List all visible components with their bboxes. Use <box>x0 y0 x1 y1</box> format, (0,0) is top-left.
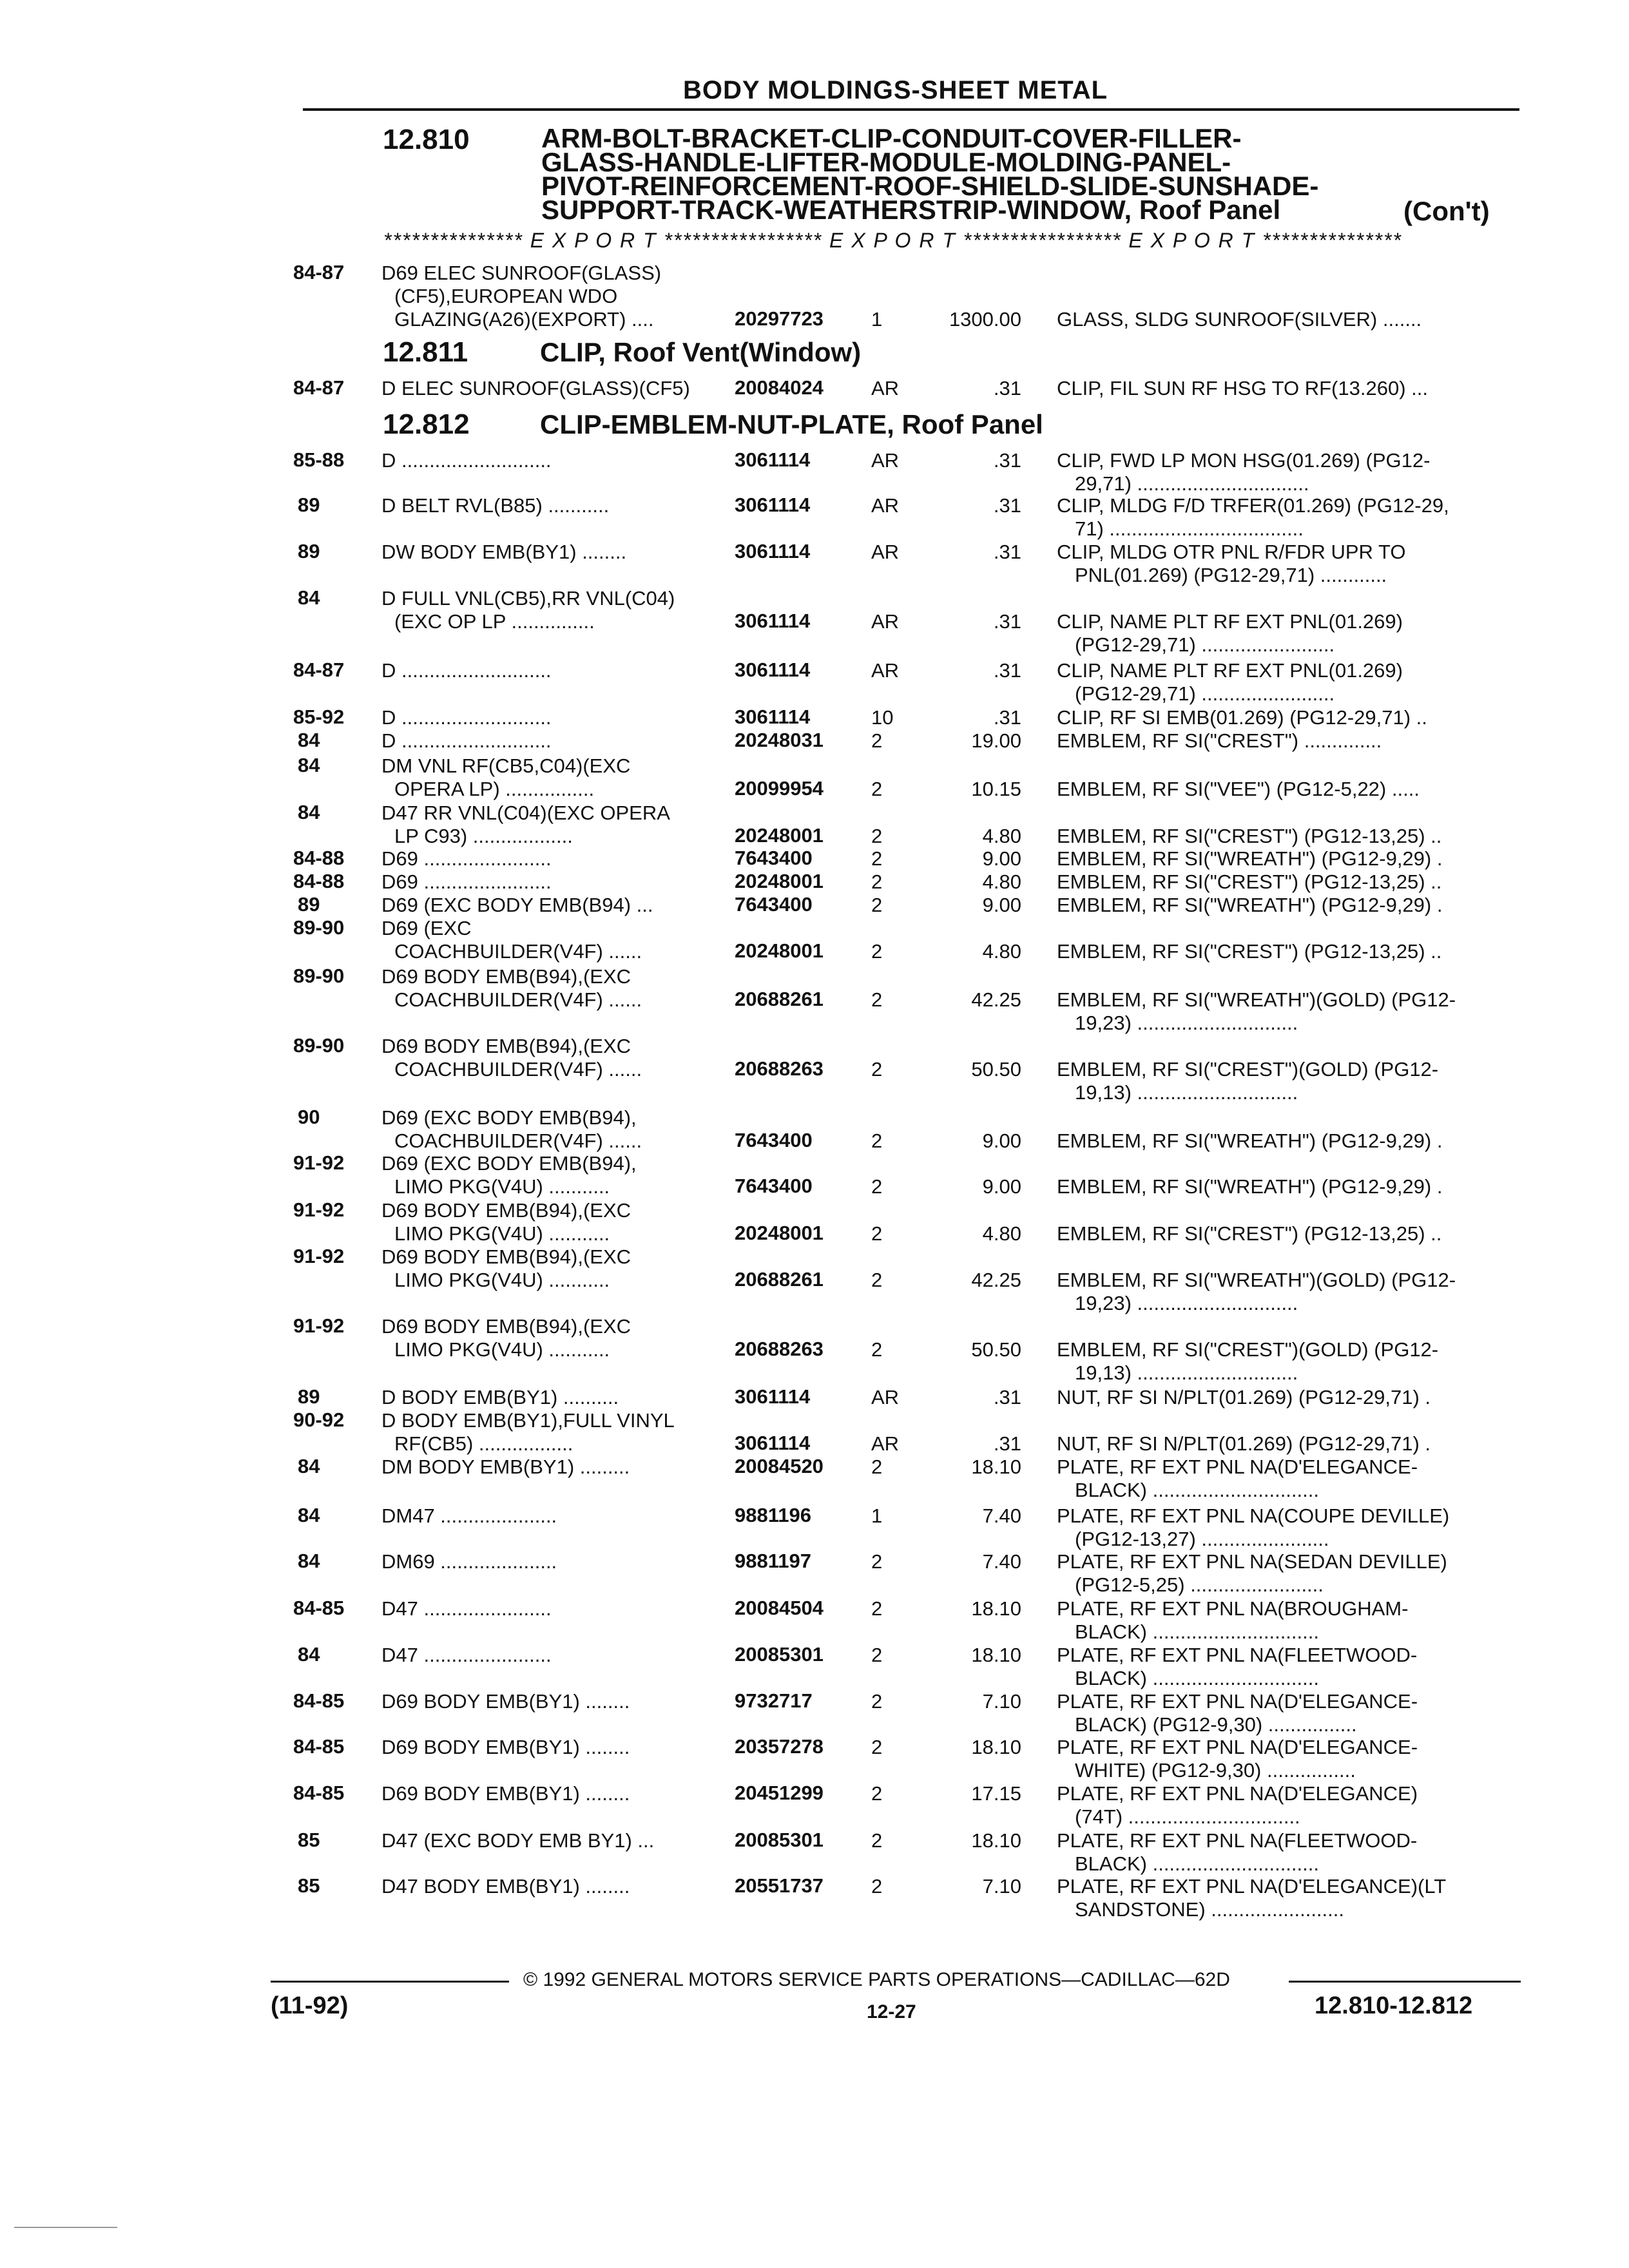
row-application: D BODY EMB(BY1),FULL VINYL <box>381 1409 675 1432</box>
row-part-number: 3061114 <box>735 658 811 681</box>
scan-mark-bottom-left <box>14 2227 117 2228</box>
row-application: D69 (EXC BODY EMB(B94), <box>381 1106 637 1129</box>
row-application: D47 ....................... <box>381 1597 552 1620</box>
row-price: .31 <box>993 1432 1021 1455</box>
row-application: D ........................... <box>381 659 552 682</box>
row-description: (PG12-29,71) ........................ <box>1075 682 1335 705</box>
row-quantity: 2 <box>871 1875 883 1898</box>
row-description: PLATE, RF EXT PNL NA(SEDAN DEVILLE) <box>1057 1550 1447 1573</box>
row-quantity: AR <box>871 449 900 472</box>
row-application: D ........................... <box>381 449 552 472</box>
row-quantity: 2 <box>871 1058 883 1081</box>
row-application: D69 ELEC SUNROOF(GLASS) <box>381 262 662 284</box>
row-price: .31 <box>993 377 1021 399</box>
row-quantity: 2 <box>871 778 883 800</box>
section-number-12-811: 12.811 <box>383 336 468 368</box>
row-part-number: 20248001 <box>735 824 824 847</box>
row-description: 19,13) ............................. <box>1075 1081 1298 1104</box>
row-quantity: 2 <box>871 1456 883 1478</box>
section-title-12-811: CLIP, Roof Vent(Window) <box>540 337 862 367</box>
row-application: D69 BODY EMB(B94),(EXC <box>381 1035 631 1057</box>
row-description: PNL(01.269) (PG12-29,71) ............ <box>1075 564 1387 586</box>
row-application: D69 BODY EMB(BY1) ........ <box>381 1690 630 1713</box>
row-year: 84-85 <box>293 1782 345 1804</box>
row-year: 84 <box>298 801 320 823</box>
row-quantity: AR <box>871 1432 900 1455</box>
row-year: 84 <box>298 586 320 609</box>
row-application: COACHBUILDER(V4F) ...... <box>394 1129 642 1152</box>
row-quantity: 2 <box>871 1736 883 1758</box>
row-quantity: 2 <box>871 1782 883 1805</box>
section-number-12-812: 12.812 <box>383 408 470 440</box>
row-description: (PG12-13,27) ....................... <box>1075 1528 1329 1550</box>
row-application: DW BODY EMB(BY1) ........ <box>381 541 627 563</box>
row-part-number: 20084520 <box>735 1455 824 1477</box>
row-description: EMBLEM, RF SI("CREST") (PG12-13,25) .. <box>1057 940 1442 963</box>
row-part-number: 20248031 <box>735 729 824 751</box>
row-quantity: AR <box>871 494 900 517</box>
row-description: CLIP, NAME PLT RF EXT PNL(01.269) <box>1057 659 1403 682</box>
row-description: EMBLEM, RF SI("VEE") (PG12-5,22) ..... <box>1057 778 1420 800</box>
row-quantity: 2 <box>871 940 883 963</box>
row-description: PLATE, RF EXT PNL NA(D'ELEGANCE) <box>1057 1782 1418 1805</box>
row-part-number: 7643400 <box>735 1129 813 1151</box>
row-description: CLIP, MLDG F/D TRFER(01.269) (PG12-29, <box>1057 494 1449 517</box>
row-part-number: 3061114 <box>735 1432 811 1454</box>
row-quantity: 2 <box>871 847 883 870</box>
row-description: PLATE, RF EXT PNL NA(FLEETWOOD- <box>1057 1644 1418 1666</box>
row-part-number: 20688261 <box>735 1268 824 1291</box>
row-price: 18.10 <box>971 1456 1021 1478</box>
row-application: D69 BODY EMB(BY1) ........ <box>381 1782 630 1805</box>
row-quantity: 2 <box>871 1175 883 1198</box>
row-part-number: 3061114 <box>735 540 811 562</box>
row-year: 91-92 <box>293 1245 345 1267</box>
row-quantity: 1 <box>871 308 883 331</box>
row-quantity: 2 <box>871 1644 883 1666</box>
row-price: 7.10 <box>982 1690 1021 1713</box>
row-year: 89-90 <box>293 965 345 987</box>
row-price: 18.10 <box>971 1736 1021 1758</box>
footer-date: (11-92) <box>271 1992 349 2019</box>
row-quantity: AR <box>871 541 900 563</box>
row-price: 42.25 <box>971 988 1021 1011</box>
section-title-12-810-line4: SUPPORT-TRACK-WEATHERSTRIP-WINDOW, Roof Panel <box>541 195 1281 225</box>
row-description: BLACK) .............................. <box>1075 1667 1319 1689</box>
row-application: LIMO PKG(V4U) ........... <box>394 1175 610 1198</box>
row-part-number: 20688263 <box>735 1057 824 1080</box>
row-description: 19,13) ............................. <box>1075 1361 1298 1384</box>
row-price: 42.25 <box>971 1269 1021 1291</box>
row-part-number: 3061114 <box>735 448 811 471</box>
row-description: PLATE, RF EXT PNL NA(COUPE DEVILLE) <box>1057 1504 1450 1527</box>
row-application: DM BODY EMB(BY1) ......... <box>381 1456 630 1478</box>
row-price: 18.10 <box>971 1829 1021 1852</box>
row-year: 84 <box>298 1455 320 1477</box>
row-price: 7.40 <box>982 1550 1021 1573</box>
row-description: PLATE, RF EXT PNL NA(FLEETWOOD- <box>1057 1829 1418 1852</box>
row-part-number: 20551737 <box>735 1874 824 1897</box>
page-header-title: BODY MOLDINGS-SHEET METAL <box>683 76 1108 104</box>
row-part-number: 20085301 <box>735 1829 824 1851</box>
row-part-number: 20688263 <box>735 1338 824 1360</box>
row-year: 90 <box>298 1106 320 1128</box>
row-part-number: 20248001 <box>735 939 824 962</box>
row-application: GLAZING(A26)(EXPORT) .... <box>394 308 654 331</box>
row-year: 84-88 <box>293 870 345 892</box>
row-application: D ELEC SUNROOF(GLASS)(CF5) <box>381 377 690 399</box>
row-quantity: 2 <box>871 988 883 1011</box>
row-description: 29,71) ............................... <box>1075 472 1309 495</box>
row-price: 10.15 <box>971 778 1021 800</box>
row-year: 84 <box>298 1504 320 1526</box>
row-quantity: 2 <box>871 1129 883 1152</box>
row-description: EMBLEM, RF SI("WREATH") (PG12-9,29) . <box>1057 847 1443 870</box>
row-price: 9.00 <box>982 1129 1021 1152</box>
footer-page-number: 12-27 <box>867 2001 916 2023</box>
row-year: 89-90 <box>293 1034 345 1057</box>
section-title-12-810-line3: PIVOT-REINFORCEMENT-ROOF-SHIELD-SLIDE-SUNSHADE- <box>541 171 1319 201</box>
row-description: EMBLEM, RF SI("WREATH") (PG12-9,29) . <box>1057 1129 1443 1152</box>
row-part-number: 3061114 <box>735 706 811 728</box>
row-year: 91-92 <box>293 1151 345 1174</box>
row-year: 90-92 <box>293 1408 345 1431</box>
section-continued-label: (Con't) <box>1403 196 1490 226</box>
row-price: 7.40 <box>982 1504 1021 1527</box>
row-quantity: 2 <box>871 1690 883 1713</box>
row-price: 4.80 <box>982 825 1021 847</box>
row-description: BLACK) .............................. <box>1075 1479 1319 1501</box>
row-description: EMBLEM, RF SI("CREST")(GOLD) (PG12- <box>1057 1338 1439 1361</box>
row-year: 89 <box>298 893 320 916</box>
row-price: 4.80 <box>982 870 1021 893</box>
row-year: 84 <box>298 1550 320 1572</box>
row-year: 89 <box>298 494 320 516</box>
export-banner: *************** E X P O R T ***************** E X P O R T ***************** E X P O R T *************** <box>383 229 1402 252</box>
footer-rule-left <box>271 1981 509 1983</box>
row-application: D69 ....................... <box>381 847 552 870</box>
row-year: 85-88 <box>293 448 345 471</box>
row-description: CLIP, MLDG OTR PNL R/FDR UPR TO <box>1057 541 1406 563</box>
row-part-number: 20248001 <box>735 1222 824 1244</box>
row-quantity: 2 <box>871 1269 883 1291</box>
row-quantity: 2 <box>871 1597 883 1620</box>
row-description: GLASS, SLDG SUNROOF(SILVER) ....... <box>1057 308 1422 331</box>
row-application: D47 BODY EMB(BY1) ........ <box>381 1875 630 1898</box>
row-price: 9.00 <box>982 894 1021 916</box>
row-price: .31 <box>993 659 1021 682</box>
footer-copyright: © 1992 GENERAL MOTORS SERVICE PARTS OPERATIONS—CADILLAC—62D <box>523 1969 1230 1990</box>
row-part-number: 20248001 <box>735 870 824 892</box>
row-description: EMBLEM, RF SI("WREATH") (PG12-9,29) . <box>1057 1175 1443 1198</box>
row-application: D69 (EXC <box>381 917 472 939</box>
row-application: (EXC OP LP ............... <box>394 610 595 633</box>
row-part-number: 20451299 <box>735 1782 824 1804</box>
row-part-number: 3061114 <box>735 1385 811 1408</box>
row-application: D69 BODY EMB(B94),(EXC <box>381 965 631 988</box>
header-rule <box>303 108 1519 111</box>
row-price: 18.10 <box>971 1644 1021 1666</box>
row-description: PLATE, RF EXT PNL NA(D'ELEGANCE- <box>1057 1456 1418 1478</box>
row-year: 89 <box>298 540 320 562</box>
row-application: D ........................... <box>381 706 552 729</box>
row-price: 4.80 <box>982 940 1021 963</box>
row-part-number: 20688261 <box>735 988 824 1010</box>
row-quantity: 2 <box>871 1550 883 1573</box>
row-application: LIMO PKG(V4U) ........... <box>394 1269 610 1291</box>
section-number-12-810: 12.810 <box>383 124 470 155</box>
row-description: WHITE) (PG12-9,30) ................ <box>1075 1759 1356 1782</box>
row-application: (CF5),EUROPEAN WDO <box>394 285 618 307</box>
row-part-number: 7643400 <box>735 893 813 916</box>
row-year: 85 <box>298 1874 320 1897</box>
row-part-number: 20297723 <box>735 307 824 330</box>
row-year: 84-87 <box>293 376 345 399</box>
row-price: .31 <box>993 541 1021 563</box>
row-quantity: 2 <box>871 870 883 893</box>
row-price: 19.00 <box>971 729 1021 752</box>
row-application: D69 BODY EMB(B94),(EXC <box>381 1245 631 1268</box>
row-description: PLATE, RF EXT PNL NA(D'ELEGANCE- <box>1057 1736 1418 1758</box>
row-year: 85 <box>298 1829 320 1851</box>
row-description: (PG12-5,25) ........................ <box>1075 1573 1324 1596</box>
row-application: LIMO PKG(V4U) ........... <box>394 1338 610 1361</box>
row-part-number: 9881197 <box>735 1550 811 1572</box>
row-part-number: 20357278 <box>735 1735 824 1758</box>
row-description: EMBLEM, RF SI("CREST")(GOLD) (PG12- <box>1057 1058 1439 1081</box>
row-application: RF(CB5) ................. <box>394 1432 574 1455</box>
row-description: PLATE, RF EXT PNL NA(D'ELEGANCE- <box>1057 1690 1418 1713</box>
row-description: PLATE, RF EXT PNL NA(BROUGHAM- <box>1057 1597 1409 1620</box>
row-description: EMBLEM, RF SI("WREATH")(GOLD) (PG12- <box>1057 1269 1456 1291</box>
row-year: 89-90 <box>293 916 345 939</box>
row-description: CLIP, NAME PLT RF EXT PNL(01.269) <box>1057 610 1403 633</box>
row-description: EMBLEM, RF SI("CREST") (PG12-13,25) .. <box>1057 825 1442 847</box>
row-part-number: 20084504 <box>735 1597 824 1619</box>
row-application: D69 (EXC BODY EMB(B94) ... <box>381 894 653 916</box>
row-application: OPERA LP) ................ <box>394 778 595 800</box>
row-description: BLACK) .............................. <box>1075 1620 1319 1643</box>
footer-section-range: 12.810-12.812 <box>1315 1992 1473 2019</box>
row-description: (74T) ............................... <box>1075 1805 1300 1828</box>
row-price: .31 <box>993 610 1021 633</box>
row-description: EMBLEM, RF SI("CREST") (PG12-13,25) .. <box>1057 870 1442 893</box>
row-description: PLATE, RF EXT PNL NA(D'ELEGANCE)(LT <box>1057 1875 1447 1898</box>
row-application: LP C93) .................. <box>394 825 573 847</box>
row-price: .31 <box>993 494 1021 517</box>
row-price: 50.50 <box>971 1338 1021 1361</box>
row-description: BLACK) (PG12-9,30) ................ <box>1075 1713 1357 1736</box>
row-year: 91-92 <box>293 1314 345 1337</box>
row-quantity: 2 <box>871 1829 883 1852</box>
row-year: 84 <box>298 1643 320 1666</box>
row-year: 89 <box>298 1385 320 1408</box>
row-application: D ........................... <box>381 729 552 752</box>
row-year: 84 <box>298 754 320 776</box>
row-application: DM47 ..................... <box>381 1504 557 1527</box>
row-application: D FULL VNL(CB5),RR VNL(C04) <box>381 587 675 610</box>
row-description: BLACK) .............................. <box>1075 1852 1319 1875</box>
row-year: 84 <box>298 729 320 751</box>
row-year: 84-85 <box>293 1689 345 1712</box>
row-year: 84-85 <box>293 1735 345 1758</box>
row-application: COACHBUILDER(V4F) ...... <box>394 940 642 963</box>
row-description: (PG12-29,71) ........................ <box>1075 633 1335 656</box>
row-quantity: 10 <box>871 706 894 729</box>
row-description: 71) ................................... <box>1075 517 1304 540</box>
row-quantity: 2 <box>871 894 883 916</box>
footer-rule-right <box>1289 1981 1521 1983</box>
row-price: .31 <box>993 449 1021 472</box>
row-quantity: AR <box>871 659 900 682</box>
row-application: D47 (EXC BODY EMB BY1) ... <box>381 1829 655 1852</box>
row-description: 19,23) ............................. <box>1075 1012 1298 1034</box>
section-title-12-812: CLIP-EMBLEM-NUT-PLATE, Roof Panel <box>540 409 1043 439</box>
row-price: 9.00 <box>982 847 1021 870</box>
row-application: COACHBUILDER(V4F) ...... <box>394 988 642 1011</box>
row-description: CLIP, FWD LP MON HSG(01.269) (PG12- <box>1057 449 1431 472</box>
row-description: CLIP, FIL SUN RF HSG TO RF(13.260) ... <box>1057 377 1428 399</box>
row-price: 4.80 <box>982 1222 1021 1245</box>
row-application: D69 BODY EMB(B94),(EXC <box>381 1315 631 1338</box>
row-year: 84-87 <box>293 658 345 681</box>
row-description: CLIP, RF SI EMB(01.269) (PG12-29,71) .. <box>1057 706 1427 729</box>
row-quantity: AR <box>871 1386 900 1408</box>
row-price: .31 <box>993 706 1021 729</box>
row-price: 9.00 <box>982 1175 1021 1198</box>
row-description: NUT, RF SI N/PLT(01.269) (PG12-29,71) . <box>1057 1386 1431 1408</box>
row-price: 50.50 <box>971 1058 1021 1081</box>
row-part-number: 9732717 <box>735 1689 813 1712</box>
row-quantity: 2 <box>871 1222 883 1245</box>
row-part-number: 20099954 <box>735 777 824 800</box>
row-price: 17.15 <box>971 1782 1021 1805</box>
row-price: 1300.00 <box>949 308 1021 331</box>
row-application: D BELT RVL(B85) ........... <box>381 494 610 517</box>
row-quantity: AR <box>871 610 900 633</box>
section-title-12-810-line2: GLASS-HANDLE-LIFTER-MODULE-MOLDING-PANEL- <box>541 147 1231 177</box>
row-description: EMBLEM, RF SI("WREATH") (PG12-9,29) . <box>1057 894 1443 916</box>
row-application: D69 BODY EMB(B94),(EXC <box>381 1199 631 1222</box>
row-part-number: 3061114 <box>735 494 811 516</box>
row-year: 85-92 <box>293 706 345 728</box>
row-application: D69 (EXC BODY EMB(B94), <box>381 1152 637 1175</box>
row-quantity: 1 <box>871 1504 883 1527</box>
row-part-number: 20084024 <box>735 376 824 399</box>
row-description: EMBLEM, RF SI("CREST") (PG12-13,25) .. <box>1057 1222 1442 1245</box>
row-application: D BODY EMB(BY1) .......... <box>381 1386 619 1408</box>
row-application: COACHBUILDER(V4F) ...... <box>394 1058 642 1081</box>
row-description: SANDSTONE) ........................ <box>1075 1898 1345 1921</box>
row-application: DM69 ..................... <box>381 1550 557 1573</box>
row-year: 84-88 <box>293 847 345 869</box>
row-price: 7.10 <box>982 1875 1021 1898</box>
row-quantity: 2 <box>871 1338 883 1361</box>
row-year: 84-85 <box>293 1597 345 1619</box>
row-application: D47 RR VNL(C04)(EXC OPERA <box>381 802 670 824</box>
row-quantity: AR <box>871 377 900 399</box>
section-title-12-810-line1: ARM-BOLT-BRACKET-CLIP-CONDUIT-COVER-FILLER- <box>541 123 1242 153</box>
row-part-number: 3061114 <box>735 610 811 632</box>
row-application: LIMO PKG(V4U) ........... <box>394 1222 610 1245</box>
row-price: .31 <box>993 1386 1021 1408</box>
row-quantity: 2 <box>871 729 883 752</box>
row-quantity: 2 <box>871 825 883 847</box>
row-description: EMBLEM, RF SI("CREST") .............. <box>1057 729 1382 752</box>
row-description: EMBLEM, RF SI("WREATH")(GOLD) (PG12- <box>1057 988 1456 1011</box>
row-part-number: 7643400 <box>735 847 813 869</box>
row-application: D69 BODY EMB(BY1) ........ <box>381 1736 630 1758</box>
row-price: 18.10 <box>971 1597 1021 1620</box>
row-application: DM VNL RF(CB5,C04)(EXC <box>381 754 631 777</box>
row-application: D47 ....................... <box>381 1644 552 1666</box>
row-year: 91-92 <box>293 1198 345 1221</box>
row-part-number: 20085301 <box>735 1643 824 1666</box>
row-description: 19,23) ............................. <box>1075 1292 1298 1314</box>
row-description: NUT, RF SI N/PLT(01.269) (PG12-29,71) . <box>1057 1432 1431 1455</box>
row-part-number: 9881196 <box>735 1504 811 1526</box>
row-application: D69 ....................... <box>381 870 552 893</box>
row-part-number: 7643400 <box>735 1175 813 1197</box>
row-year: 84-87 <box>293 261 345 284</box>
